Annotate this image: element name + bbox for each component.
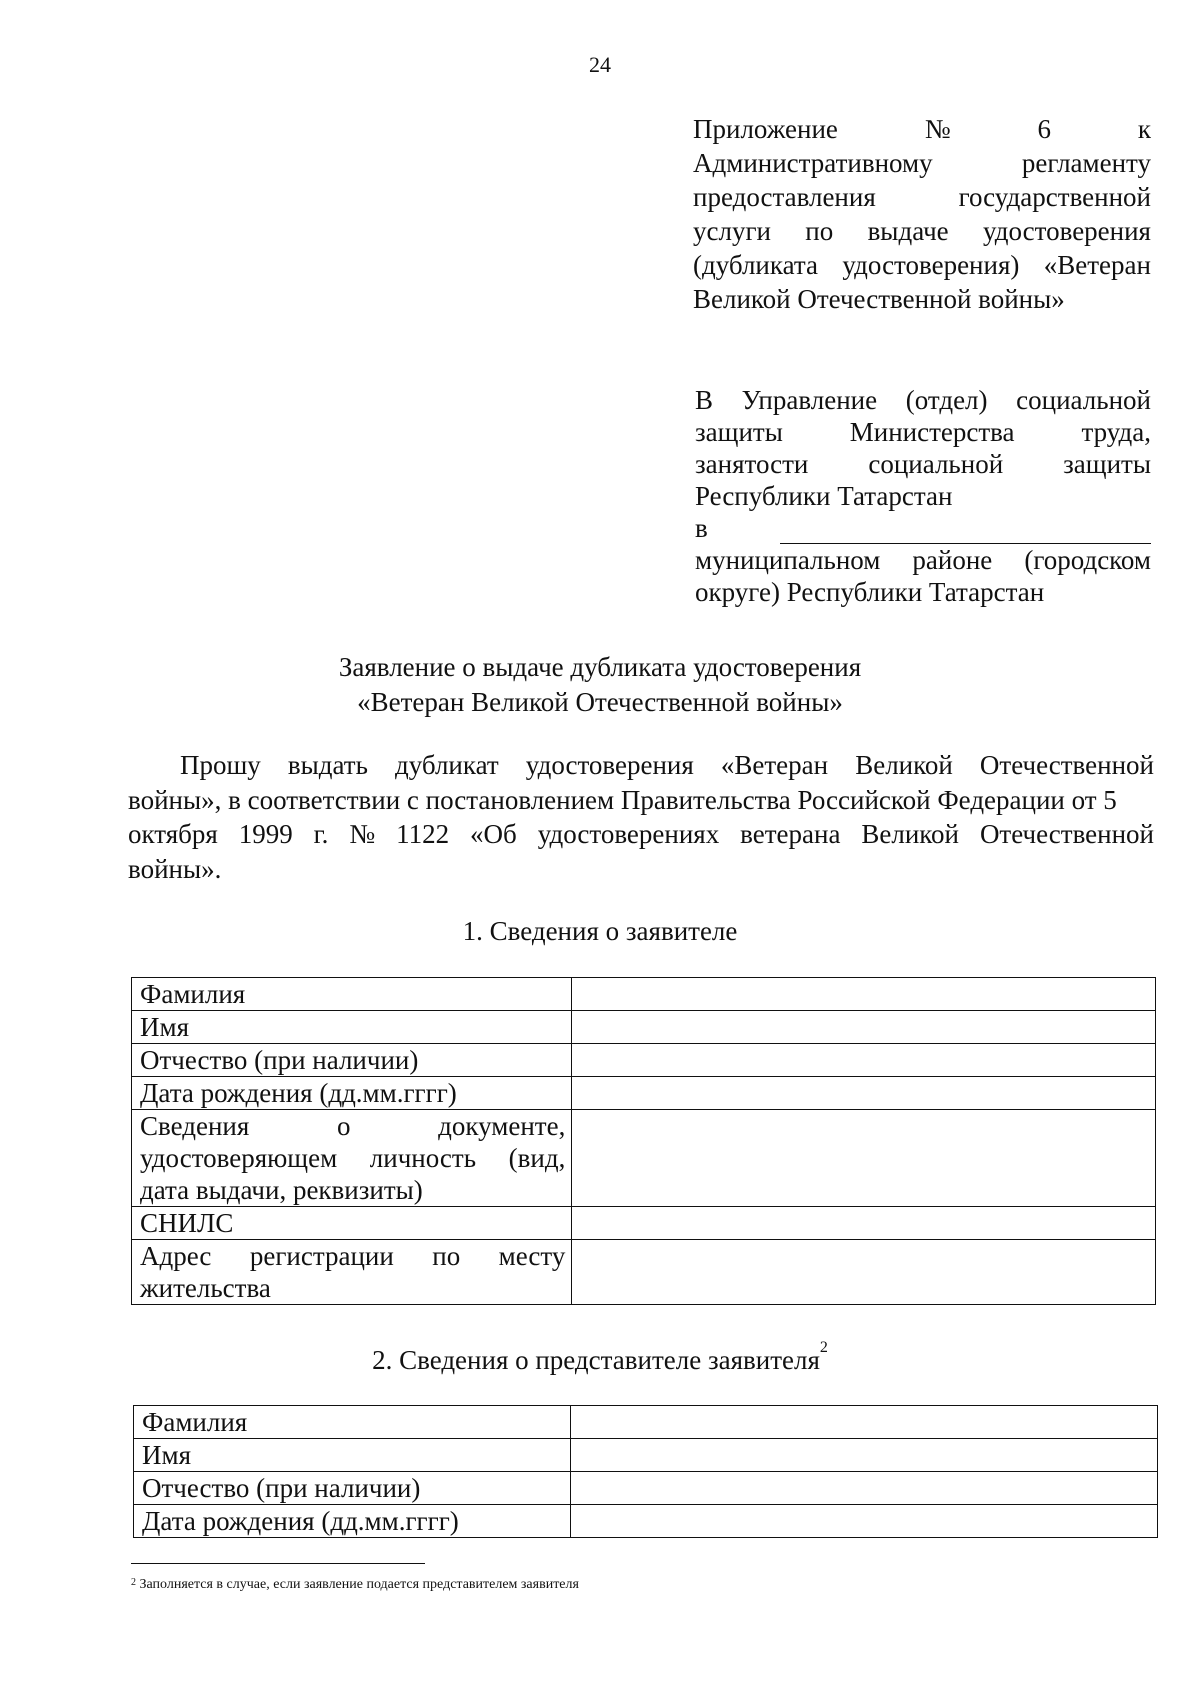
title-line-1: Заявление о выдаче дубликата удостоверения xyxy=(338,652,862,682)
rep-surname-field[interactable] xyxy=(570,1406,1157,1439)
birthdate-label: Дата рождения (дд.мм.гггг) xyxy=(132,1077,572,1110)
intro-line: войны». xyxy=(128,853,222,884)
table-row xyxy=(134,1472,1158,1505)
rep-birthdate-field[interactable] xyxy=(570,1505,1157,1538)
intro-line: Прошу выдать дубликат удостоверения «Ветеран Великой Отечественной xyxy=(180,750,1154,780)
snils-label: СНИЛС xyxy=(132,1207,572,1240)
snils-field[interactable] xyxy=(572,1207,1156,1240)
patronymic-label: Отчество (при наличии) xyxy=(132,1044,572,1077)
footnote-text: Заполняется в случае, если заявление подается представителем заявителя xyxy=(139,1577,579,1592)
addressee-line: В Управление (отдел) социальной xyxy=(695,385,1151,415)
table-row xyxy=(134,1505,1158,1538)
attachment-header xyxy=(693,112,1151,316)
document-title xyxy=(0,650,1200,720)
page-number: 24 xyxy=(589,52,611,77)
addressee-block xyxy=(695,384,1151,608)
surname-field[interactable] xyxy=(572,978,1156,1011)
table-row xyxy=(132,1207,1156,1240)
attachment-line: предоставления государственной xyxy=(693,182,1151,212)
attachment-line: Великой Отечественной войны» xyxy=(693,284,1065,314)
table-row xyxy=(132,1044,1156,1077)
rep-name-field[interactable] xyxy=(570,1439,1157,1472)
rep-birthdate-label: Дата рождения (дд.мм.гггг) xyxy=(134,1505,571,1538)
address-label: Адрес регистрации по месту жительства xyxy=(132,1240,572,1305)
district-fill-line xyxy=(695,512,1151,544)
table-row xyxy=(132,978,1156,1011)
birthdate-field[interactable] xyxy=(572,1077,1156,1110)
addressee-line: занятости социальной защиты xyxy=(695,449,1151,479)
table-row xyxy=(132,1011,1156,1044)
section-2-heading: 2. Сведения о представителе заявителя$^2$ xyxy=(372,1339,828,1375)
section-1-heading: 1. Сведения о заявителе xyxy=(462,916,738,946)
district-blank-field[interactable] xyxy=(780,521,1151,544)
table-row xyxy=(132,1240,1156,1305)
id-document-label: Сведения о документе, удостоверяющем личность (вид, дата выдачи, реквизиты) xyxy=(132,1110,572,1207)
intro-line: войны», в соответствии с постановлением Правительства Российской Федерации от 5 xyxy=(128,784,1117,815)
table-row xyxy=(132,1110,1156,1207)
footnote-reference: 2 xyxy=(819,1339,828,1356)
rep-surname-label: Фамилия xyxy=(134,1406,571,1439)
table-row xyxy=(134,1439,1158,1472)
title-line-2: «Ветеран Великой Отечественной войны» xyxy=(357,687,843,717)
footnote-mark: 2 xyxy=(131,1577,136,1588)
table-row xyxy=(134,1406,1158,1439)
attachment-line: Административному регламенту xyxy=(693,148,1151,178)
footnote-divider xyxy=(131,1563,425,1564)
addressee-line: Республики Татарстан xyxy=(695,481,953,511)
intro-line: октября 1999 г. № 1122 «Об удостоверениях ветерана Великой Отечественной xyxy=(128,819,1154,849)
rep-name-label: Имя xyxy=(134,1439,571,1472)
rep-patronymic-field[interactable] xyxy=(570,1472,1157,1505)
addressee-line: муниципальном районе (городском xyxy=(695,545,1151,575)
addressee-line: округе) Республики Татарстан xyxy=(695,577,1045,607)
applicant-info-table xyxy=(131,977,1156,1305)
id-document-field[interactable] xyxy=(572,1110,1156,1207)
patronymic-field[interactable] xyxy=(572,1044,1156,1077)
addressee-line: защиты Министерства труда, xyxy=(695,417,1151,447)
name-field[interactable] xyxy=(572,1011,1156,1044)
table-row xyxy=(132,1077,1156,1110)
name-label: Имя xyxy=(132,1011,572,1044)
attachment-line: услуги по выдаче удостоверения xyxy=(693,216,1151,246)
intro-paragraph xyxy=(128,748,1154,886)
district-prefix: в xyxy=(695,513,708,543)
footnote xyxy=(131,1577,579,1593)
surname-label: Фамилия xyxy=(132,978,572,1011)
representative-info-table xyxy=(133,1405,1158,1538)
address-field[interactable] xyxy=(572,1240,1156,1305)
attachment-line: (дубликата удостоверения) «Ветеран xyxy=(693,250,1151,280)
attachment-line: Приложение № 6 к xyxy=(693,114,1151,144)
rep-patronymic-label: Отчество (при наличии) xyxy=(134,1472,571,1505)
